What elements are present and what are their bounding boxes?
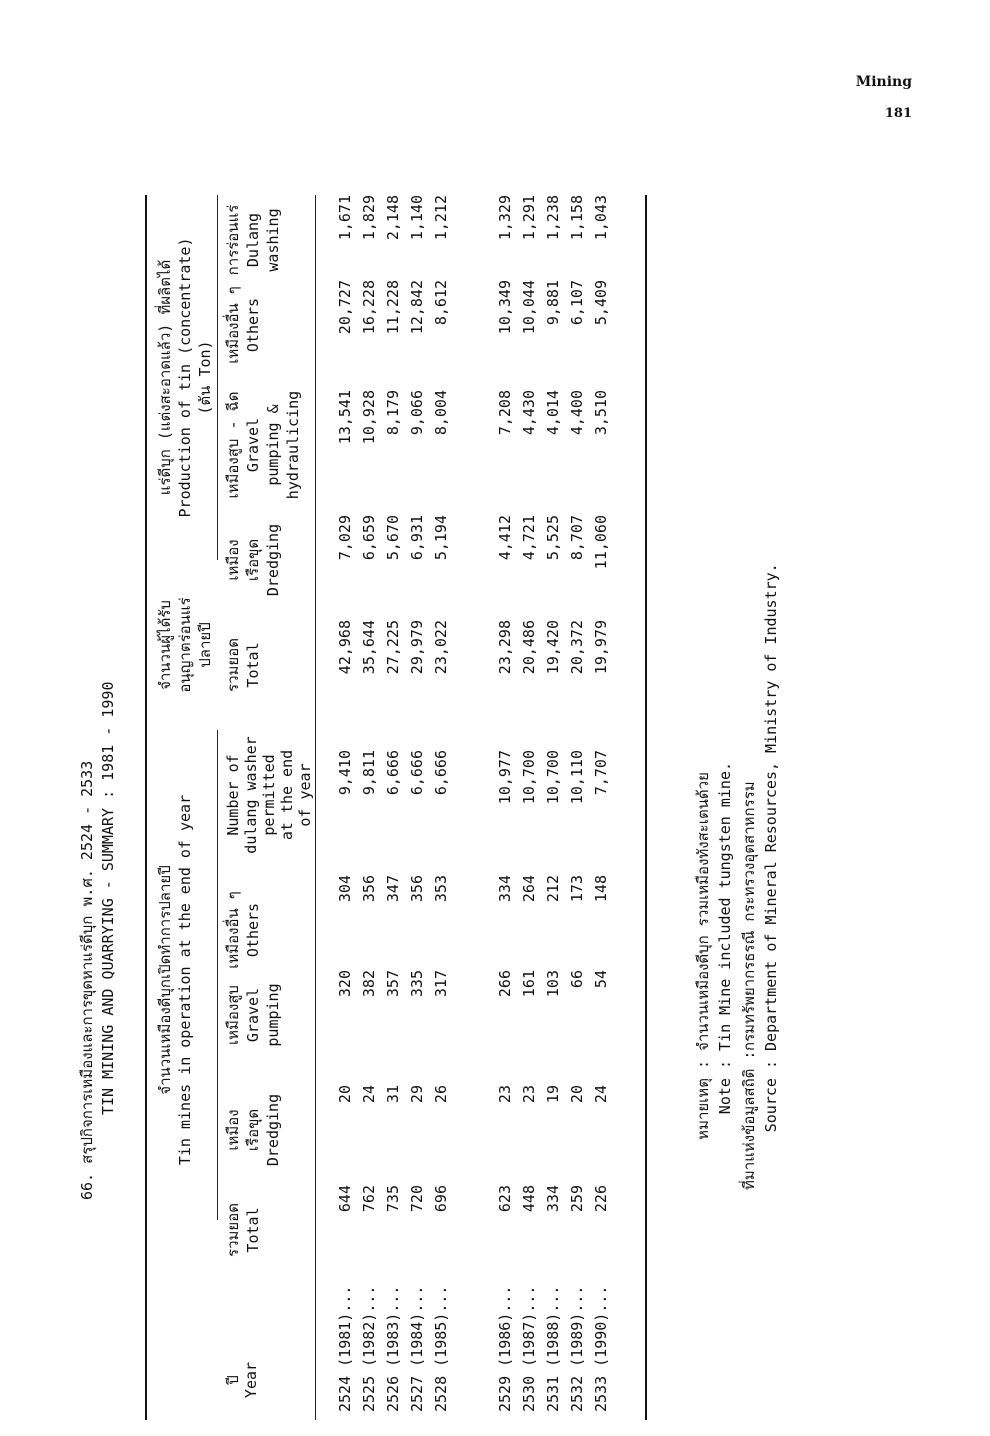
cell-mines-gravel: 357 — [384, 970, 402, 998]
cell-production-others: 20,727 — [336, 280, 354, 335]
cell-mines-total: 226 — [592, 1185, 610, 1213]
production-gravel-header-3: pumping & — [264, 404, 282, 486]
cell-mines-total: 448 — [520, 1185, 538, 1213]
mines-dredging-header-1: เหมือง — [224, 1109, 242, 1151]
cell-mines-dredging: 20 — [568, 1085, 586, 1104]
cell-mines-dredging: 24 — [592, 1085, 610, 1104]
cell-production-gravel: 4,014 — [544, 390, 562, 436]
cell-production-dredging: 6,931 — [408, 515, 426, 561]
cell-production-total: 42,968 — [336, 620, 354, 675]
production-dulang-header-2: Dulang — [244, 212, 262, 268]
cell-production-dulang: 1,671 — [336, 195, 354, 241]
cell-dulang-washers: 6,666 — [384, 750, 402, 796]
production-group-header-english: Production of tin (concentrate) — [176, 237, 194, 518]
cell-production-total: 20,486 — [520, 620, 538, 675]
cell-mines-others: 356 — [408, 875, 426, 903]
row-year: 2526 (1983)... — [384, 1285, 402, 1412]
production-dulang-header-1: การร่อนแร่ — [224, 204, 242, 276]
cell-mines-total: 762 — [360, 1185, 378, 1213]
cell-production-total: 19,420 — [544, 620, 562, 675]
cell-dulang-washers: 9,811 — [360, 750, 378, 796]
production-total-header-2: Total — [244, 642, 262, 688]
cell-production-others: 9,881 — [544, 280, 562, 326]
cell-production-gravel: 13,541 — [336, 390, 354, 445]
cell-mines-total: 735 — [384, 1185, 402, 1213]
cell-production-dulang: 1,212 — [432, 195, 450, 241]
row-year: 2529 (1986)... — [496, 1285, 514, 1412]
cell-dulang-washers: 10,110 — [568, 750, 586, 805]
production-group-rule — [217, 195, 218, 560]
cell-production-total: 35,644 — [360, 620, 378, 675]
cell-mines-gravel: 335 — [408, 970, 426, 998]
production-gravel-header-4: hydraulicing — [284, 390, 302, 500]
cell-dulang-washers: 6,666 — [408, 750, 426, 796]
cell-mines-dredging: 29 — [408, 1085, 426, 1104]
source-english-label: Source : — [762, 1060, 780, 1133]
row-year: 2532 (1989)... — [568, 1285, 586, 1412]
production-unit: (ตัน Ton) — [196, 340, 214, 415]
washer-header-english-1: Number of — [224, 754, 242, 836]
cell-production-others: 5,409 — [592, 280, 610, 326]
cell-production-dulang: 1,043 — [592, 195, 610, 241]
washer-header-english-5: of year — [296, 763, 314, 827]
cell-production-dredging: 5,194 — [432, 515, 450, 561]
cell-mines-dredging: 24 — [360, 1085, 378, 1104]
cell-production-dulang: 1,238 — [544, 195, 562, 241]
cell-production-total: 20,372 — [568, 620, 586, 675]
remark-line — [693, 772, 713, 1190]
cell-mines-gravel: 320 — [336, 970, 354, 998]
cell-production-total: 27,225 — [384, 620, 402, 675]
rotated-table-sheet — [75, 120, 905, 1420]
cell-production-dulang: 1,140 — [408, 195, 426, 241]
cell-production-total: 23,022 — [432, 620, 450, 675]
cell-mines-others: 264 — [520, 875, 538, 903]
table-title-thai: 66. สรุปกิจการเหมืองและการขุดหาแร่ดีบุก พ.ศ. 2524 - 2533 — [78, 760, 96, 1200]
cell-mines-total: 644 — [336, 1185, 354, 1213]
cell-production-dredging: 6,659 — [360, 515, 378, 561]
cell-mines-total: 259 — [568, 1185, 586, 1213]
cell-mines-others: 347 — [384, 875, 402, 903]
cell-production-dulang: 2,148 — [384, 195, 402, 241]
washer-header-english-4: at the end — [278, 749, 296, 841]
production-dredging-header-2: เรือขุด — [244, 538, 262, 582]
cell-production-others: 10,349 — [496, 280, 514, 335]
mines-group-header-thai: จำนวนเหมืองดีบุกเปิดทำการปลายปี — [156, 865, 174, 1095]
cell-production-others: 8,612 — [432, 280, 450, 326]
year-header-english: Year — [242, 1361, 260, 1399]
cell-production-others: 16,228 — [360, 280, 378, 335]
cell-production-others: 6,107 — [568, 280, 586, 326]
production-total-header-1: รวมยอด — [224, 638, 242, 692]
cell-production-dredging: 4,721 — [520, 515, 538, 561]
cell-mines-total: 623 — [496, 1185, 514, 1213]
cell-production-dredging: 11,060 — [592, 515, 610, 570]
cell-production-total: 29,979 — [408, 620, 426, 675]
cell-mines-gravel: 66 — [568, 970, 586, 989]
cell-production-dulang: 1,329 — [496, 195, 514, 241]
mines-others-header-1: เหมืองอื่น ๆ — [224, 891, 242, 969]
cell-dulang-washers: 10,700 — [544, 750, 562, 805]
cell-mines-total: 696 — [432, 1185, 450, 1213]
cell-production-dredging: 8,707 — [568, 515, 586, 561]
production-others-header-1: เหมืองอื่น ๆ — [224, 286, 242, 364]
mines-gravel-header-2: Gravel — [244, 987, 262, 1043]
cell-production-gravel: 4,430 — [520, 390, 538, 436]
note-text: Tin Mine included tungsten mine. — [716, 761, 734, 1051]
section-label: Mining — [855, 74, 912, 90]
cell-mines-gravel: 103 — [544, 970, 562, 998]
cell-production-dredging: 5,525 — [544, 515, 562, 561]
cell-production-dulang: 1,829 — [360, 195, 378, 241]
mines-dredging-header-3: Dredging — [264, 1093, 282, 1167]
cell-mines-dredging: 31 — [384, 1085, 402, 1104]
cell-mines-others: 173 — [568, 875, 586, 903]
cell-mines-others: 212 — [544, 875, 562, 903]
cell-production-gravel: 3,510 — [592, 390, 610, 436]
source-thai-line — [739, 781, 759, 1190]
cell-mines-gravel: 266 — [496, 970, 514, 998]
cell-mines-total: 334 — [544, 1185, 562, 1213]
row-year: 2524 (1981)... — [336, 1285, 354, 1412]
cell-production-others: 11,228 — [384, 280, 402, 335]
table-title-english: TIN MINING AND QUARRYING - SUMMARY : 1981 - 1990 — [99, 681, 117, 1115]
cell-dulang-washers: 9,410 — [336, 750, 354, 796]
row-year: 2530 (1987)... — [520, 1285, 538, 1412]
cell-mines-gravel: 161 — [520, 970, 538, 998]
cell-mines-others: 356 — [360, 875, 378, 903]
cell-mines-dredging: 23 — [520, 1085, 538, 1104]
bottom-rule — [645, 195, 647, 1420]
cell-mines-gravel: 317 — [432, 970, 450, 998]
year-header-thai: ปี — [224, 1375, 242, 1385]
cell-production-gravel: 8,179 — [384, 390, 402, 436]
production-dredging-header-3: Dredging — [264, 523, 282, 597]
mines-gravel-header-3: pumping — [264, 983, 282, 1047]
row-year: 2527 (1984)... — [408, 1285, 426, 1412]
row-year: 2528 (1985)... — [432, 1285, 450, 1412]
washer-header-thai-1: จำนวนผู้ได้รับ — [156, 600, 174, 690]
cell-production-dredging: 4,412 — [496, 515, 514, 561]
cell-mines-total: 720 — [408, 1185, 426, 1213]
page-number: 181 — [884, 106, 912, 121]
cell-mines-dredging: 19 — [544, 1085, 562, 1104]
production-others-header-2: Others — [244, 297, 262, 353]
cell-dulang-washers: 7,707 — [592, 750, 610, 796]
mines-group-rule — [217, 730, 218, 1220]
cell-production-dredging: 7,029 — [336, 515, 354, 561]
row-year: 2525 (1982)... — [360, 1285, 378, 1412]
washer-header-thai-2: อนุญาตร่อนแร่ — [176, 597, 194, 693]
row-year: 2533 (1990)... — [592, 1285, 610, 1412]
cell-production-gravel: 9,066 — [408, 390, 426, 436]
remark-label: หมายเหตุ : — [694, 1060, 712, 1140]
production-gravel-header-2: Gravel — [244, 417, 262, 473]
cell-mines-others: 148 — [592, 875, 610, 903]
source-thai-text: กรมทรัพยากรธรณี กระทรวงอุตสาหกรรม — [740, 781, 758, 1051]
cell-production-dulang: 1,291 — [520, 195, 538, 241]
top-rule — [145, 195, 147, 1420]
row-year: 2531 (1988)... — [544, 1285, 562, 1412]
mines-group-header-english: Tin mines in operation at the end of year — [176, 794, 194, 1166]
cell-mines-gravel: 54 — [592, 970, 610, 989]
note-label: Note : — [716, 1060, 734, 1115]
washer-header-english-3: permitted — [260, 754, 278, 836]
production-gravel-header-1: เหมืองสูบ - ฉีด — [224, 391, 242, 499]
cell-production-others: 10,044 — [520, 280, 538, 335]
cell-dulang-washers: 10,977 — [496, 750, 514, 805]
mines-gravel-header-1: เหมืองสูบ — [224, 985, 242, 1045]
cell-mines-others: 334 — [496, 875, 514, 903]
production-group-header-thai: แร่ดีบุก (แต่งสะอาดแล้ว) ที่ผลิตได้ — [156, 259, 174, 496]
cell-mines-gravel: 382 — [360, 970, 378, 998]
source-english-text: Department of Mineral Resources, Ministry of Industry. — [762, 563, 780, 1051]
cell-mines-dredging: 23 — [496, 1085, 514, 1104]
cell-dulang-washers: 6,666 — [432, 750, 450, 796]
cell-mines-others: 304 — [336, 875, 354, 903]
mines-others-header-2: Others — [244, 902, 262, 958]
cell-production-dulang: 1,158 — [568, 195, 586, 241]
cell-mines-others: 353 — [432, 875, 450, 903]
note-line — [715, 762, 735, 1190]
mines-total-header-2: Total — [244, 1207, 262, 1253]
source-english-line — [761, 563, 781, 1190]
cell-dulang-washers: 10,700 — [520, 750, 538, 805]
cell-production-gravel: 8,004 — [432, 390, 450, 436]
cell-mines-dredging: 20 — [336, 1085, 354, 1104]
remark-text: จำนวนเหมืองดีบุก รวมเหมืองทังสะเตนด้วย — [694, 772, 712, 1051]
source-thai-label: ที่มาแห่งข้อมูลสถิติ : — [740, 1050, 758, 1190]
cell-production-others: 12,842 — [408, 280, 426, 335]
washer-header-english-2: dulang washer — [242, 736, 260, 854]
cell-production-dredging: 5,670 — [384, 515, 402, 561]
cell-production-total: 23,298 — [496, 620, 514, 675]
cell-mines-dredging: 26 — [432, 1085, 450, 1104]
cell-production-total: 19,979 — [592, 620, 610, 675]
cell-production-gravel: 7,208 — [496, 390, 514, 436]
production-dulang-header-3: washing — [264, 208, 282, 272]
cell-production-gravel: 10,928 — [360, 390, 378, 445]
mines-dredging-header-2: เรือขุด — [244, 1108, 262, 1152]
cell-production-gravel: 4,400 — [568, 390, 586, 436]
washer-header-thai-3: ปลายปี — [196, 622, 214, 668]
header-bottom-rule — [315, 195, 316, 1420]
production-dredging-header-1: เหมือง — [224, 539, 242, 581]
mines-total-header-1: รวมยอด — [224, 1203, 242, 1257]
